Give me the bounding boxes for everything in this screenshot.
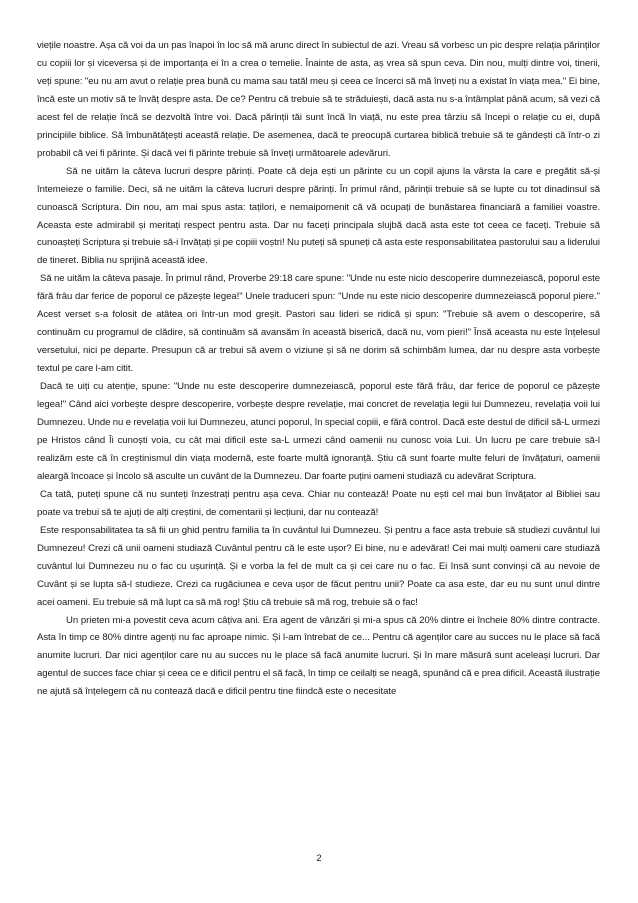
paragraph-4: Dacă te uiți cu atenție, spune: "Unde nu este descoperire dumnezeiască, poporul este fără frâu, dar ferice de poporul ce păzește legea!" Când aici vorbește despre descoperire, vorbește despre revelație, mai concret de revelația legii lui Dumnezeu, revelația voii lui Dumnezeu. Unde nu e revelația voii lui Dumnezeu, atunci poporul, în special copiii, e fără control. Dacă este destul de dificil să-L urmezi pe Hristos când Îi cunoști voia, cu cât mai dificil este sa-L urmezi când oamenii nu cunosc voia Lui. Un lucru pe care trebuie să-l realizăm este că în creștinismul din viața modernă, este foarte multă ignoranță. Știu că sunt foarte multe feluri de învățaturi, oamenii aleargă încoace și încolo să asculte un cuvânt de la Dumnezeu. Dar foarte puțini oameni studiază cu adevărat Scriptura. <box>37 381 600 482</box>
body-text <box>37 37 600 701</box>
paragraph-1: viețile noastre. Așa că voi da un pas înapoi în loc să mă arunc direct în subiectul de azi. Vreau să vorbesc un pic despre relația părinților cu copiii lor și viceversa și de importanța ei în a crea o temelie. Înainte de asta, aș vrea să spun ceva. Din nou, mulți dintre voi, tinerii, veți spune: "eu nu am avut o relație prea bună cu mama sau tatăl meu și ceea ce încerci să mă înveți nu a existat în viața mea." Ei bine, încă este un motiv să te învăț despre asta. De ce? Pentru că trebuie să te străduiești, dacă asta nu s-a întâmplat până acum, să vezi că acest fel de relație încă se dezvoltă între voi. Dacă părinții tăi sunt încă în viață, nu este prea târziu să începi o relație cu ei, după principiile biblice. Să îmbunătățești această relație. De asemenea, dacă te preocupă curtarea biblică trebuie să te gândești că într-o zi probabil că vei fi părinte. Și dacă vei fi părinte trebuie să înveți următoarele adevăruri. <box>37 40 600 159</box>
page-number: 2 <box>316 853 322 864</box>
paragraph-3: Să ne uităm la câteva pasaje. În primul rând, Proverbe 29:18 care spune: "Unde nu este nicio descoperire dumnezeiască, poporul este fără frâu dar ferice de poporul ce păzește legea!" Unele traduceri spun: "Unde nu este nicio descoperire dumnezeiască poporul piere." Acest verset s-a folosit de atâtea ori într-un mod greșit. Pastori sau lideri se ridică și spun: "Trebuie să avem o descoperire, să continuăm cu programul de clădire, să continuăm să avansăm în această biserică, dacă nu, vom pieri!" Însă aceasta nu este înțelesul versetului, nici pe departe. Presupun că ar trebui să avem o viziune și să ne dorim să schimbăm lumea, dar nu despre asta vorbește textul pe care l-am citit. <box>37 273 600 375</box>
paragraph-6: Este responsabilitatea ta să fii un ghid pentru familia ta în cuvântul lui Dumnezeu. Și pentru a face asta trebuie să studiezi cuvântul lui Dumnezeu! Crezi că unii oameni studiază Cuvântul pentru că le este ușor? Ei bine, nu e adevărat! Cei mai mulți oameni care studiază cuvântul lui Dumnezeu nu o fac cu ușurință. Și e vorba la fel de mult ca și cei care nu o fac. Ei însă sunt convinși că au nevoie de Cuvânt și se lupta să-l studieze. Crezi ca rugăciunea e ceva ușor de făcut pentru unii? Poate ca asa este, dar eu nu sunt unul dintre acei oameni. Eu trebuie să mă lupt ca să mă rog! Știu că trebuie să mă rog, trebuie să o fac! <box>37 524 600 608</box>
paragraph-2: Să ne uităm la câteva lucruri despre părinți. Poate că deja ești un părinte cu un copil ajuns la vârsta la care e pregătit să-și întemeieze o familie. Deci, să ne uităm la câteva lucruri despre părinți. În primul rând, părinții trebuie să se lupte cu tot dinadinsul să cunoască Scriptura. Din nou, am mai spus asta: tațilori, e nemaipomenit că vă ocupați de bunăstarea financiară a familiei voastre. Aceasta este admirabil și meritați respect pentru asta. Dar nu faceți principala slujbă dacă asta este tot ceea ce faceți. Trebuie să cunoașteți Scriptura și trebuie să-i învățați și pe copiii voștri! Nu puteți să spuneți că asta este responsabilitatea pastorului sau a liderului de tineret. Biblia nu sprijină această idee. <box>37 165 600 267</box>
paragraph-5: Ca tată, puteți spune că nu sunteți înzestrați pentru așa ceva. Chiar nu contează! Poate nu ești cel mai bun învățator al Bibliei sau poate va trebui să te ajuți de alți creștini, de comentarii și lecțiuni, dar nu contează! <box>37 488 600 518</box>
paragraph-7: Un prieten mi-a povestit ceva acum câțiva ani. Era agent de vânzări și mi-a spus că 20% dintre ei încheie 80% dintre contracte. Asta în timp ce 80% dintre agenți nu fac aproape nimic. Și l-am întrebat de ce... Pentru că agenților care au succes nu le place să facă anumite lucruri. Dar nici agenților care nu au succes nu le place să facă anumite lucruri. Și în mare măsură sunt aceleași lucruri. Dar agentul de succes face chiar și ceea ce e dificil pentru el să facă, în timp ce ceilalți se neagă, spunând că e prea dificil. Această ilustrație ne ajută să înțelegem că nu contează dacă e dificil pentru tine fiindcă este o necesitate <box>37 614 600 698</box>
